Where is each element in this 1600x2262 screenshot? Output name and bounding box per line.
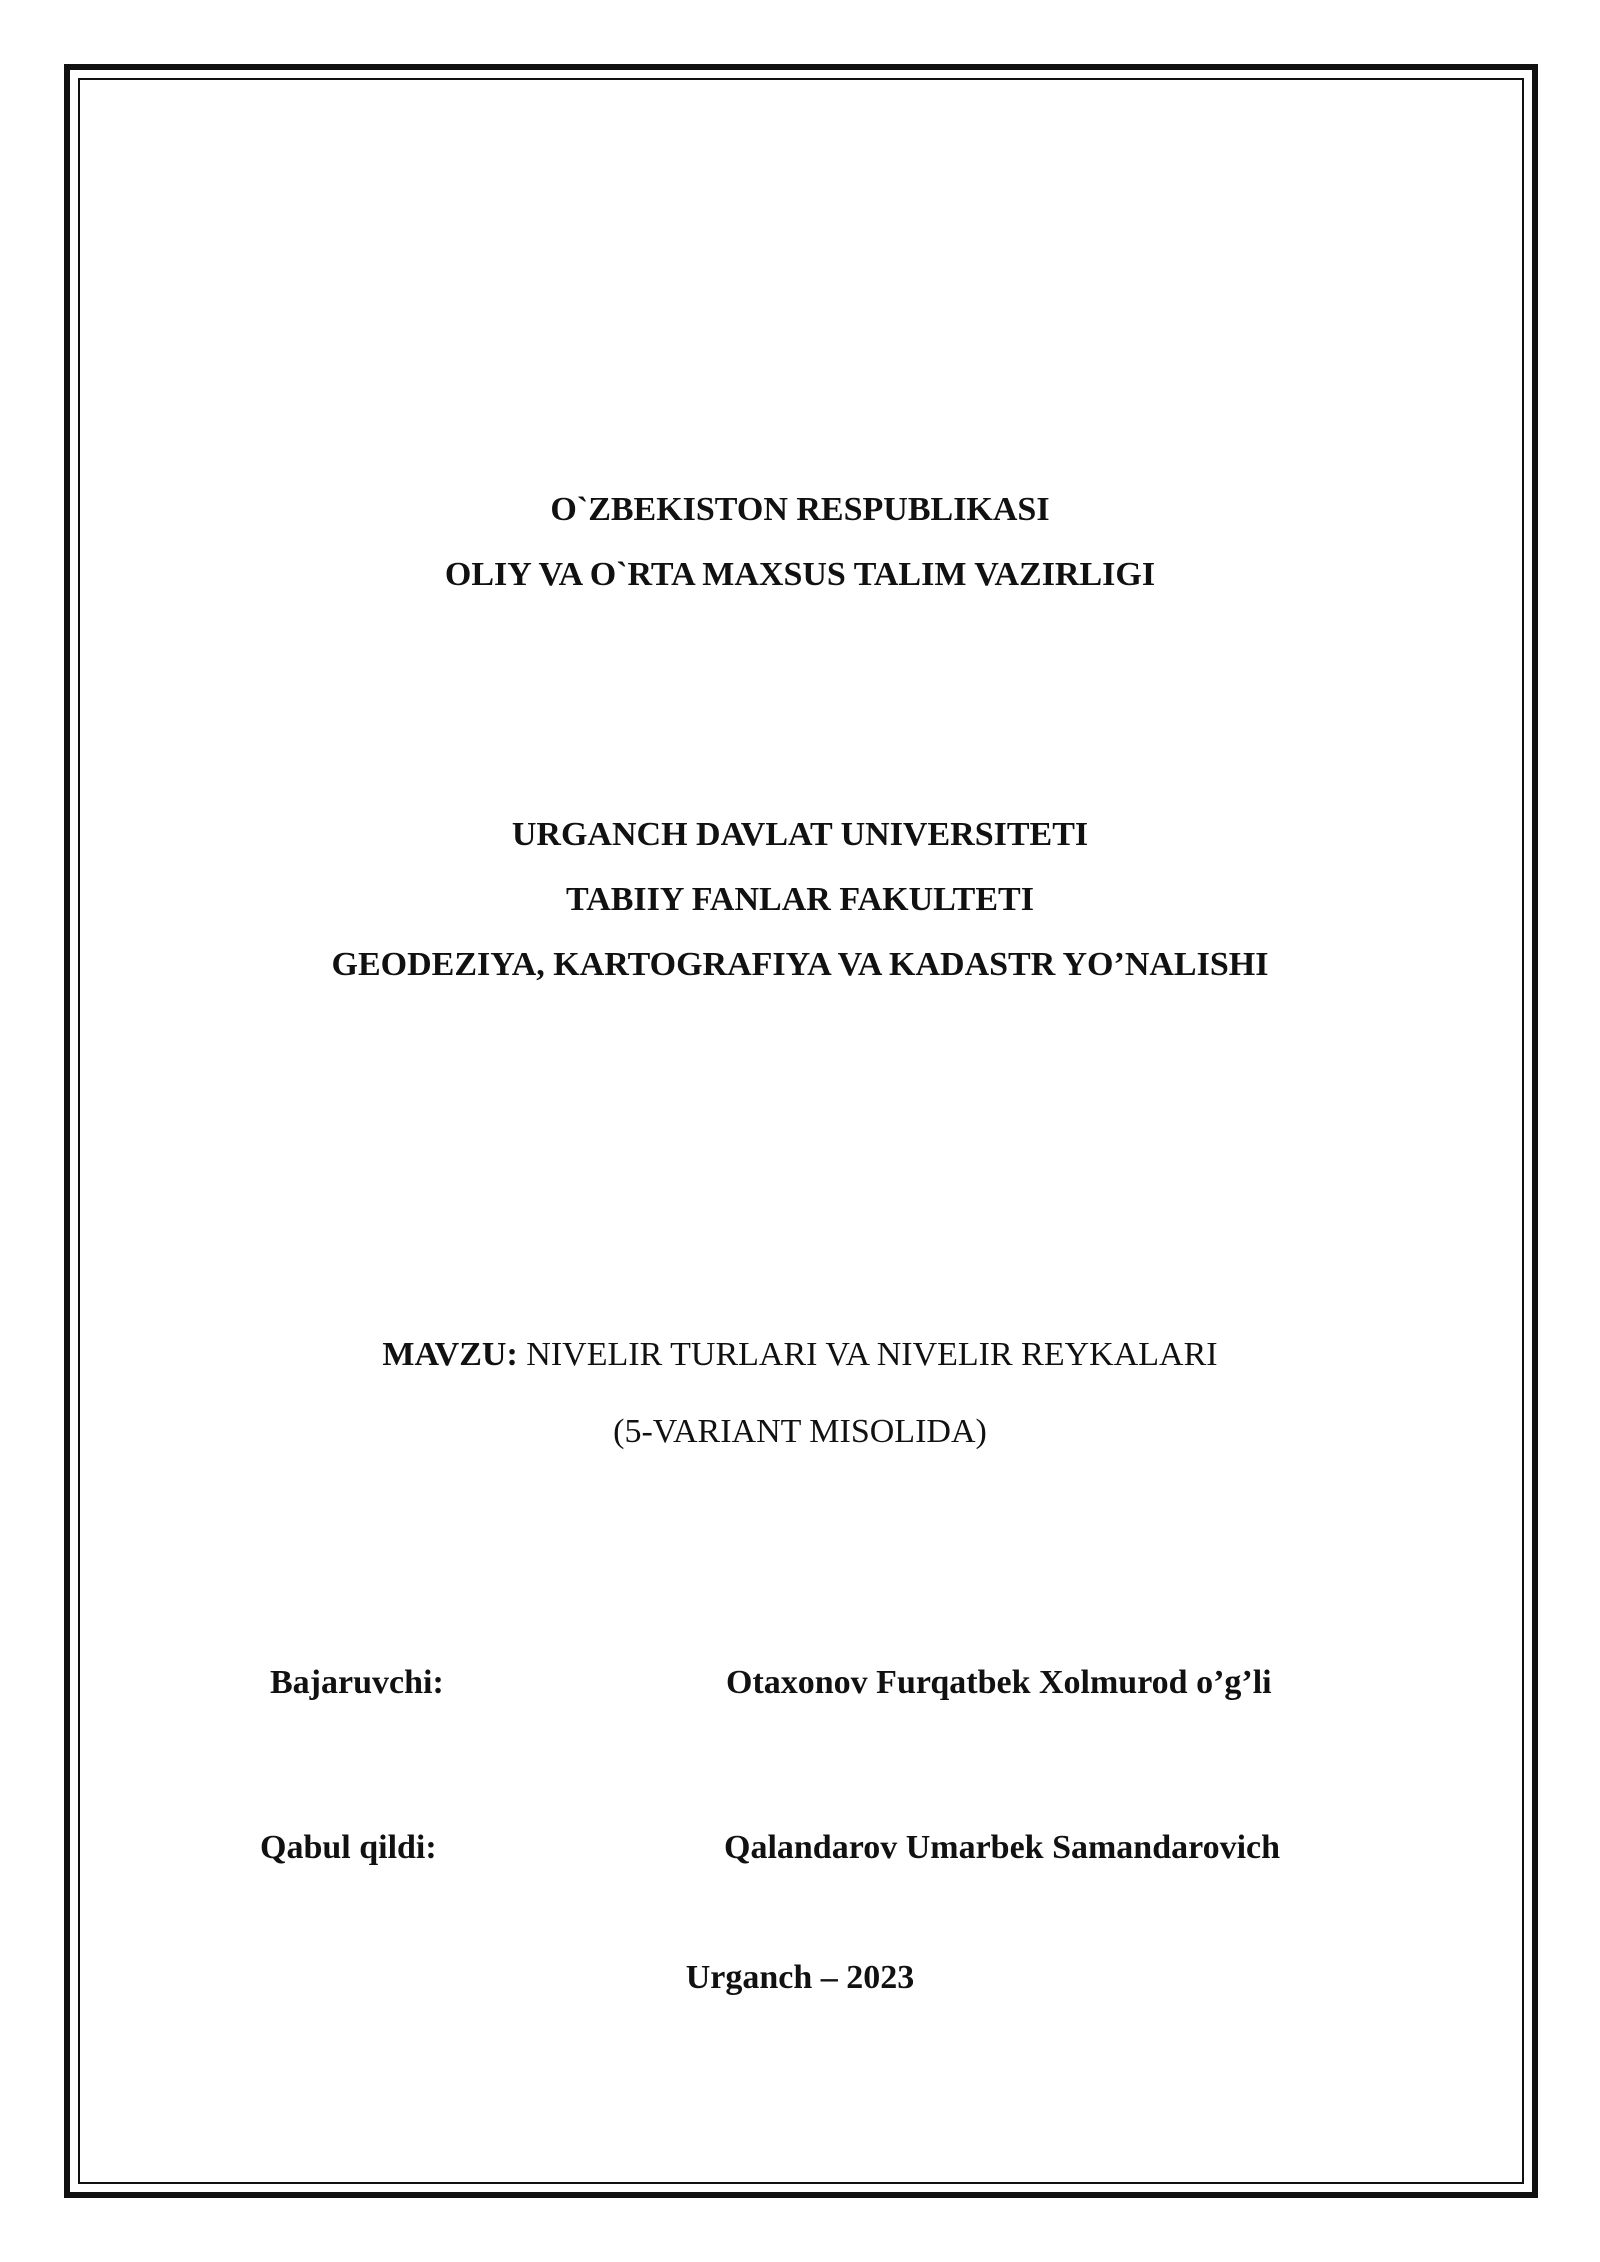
topic-subtitle: (5-VARIANT MISOLIDA): [613, 1413, 987, 1450]
header-country: O`ZBEKISTON RESPUBLIKASI: [550, 491, 1050, 528]
acceptor-label: Qabul qildi:: [260, 1829, 437, 1866]
topic-title: NIVELIR TURLARI VA NIVELIR REYKALARI: [517, 1336, 1218, 1373]
topic-label: MAVZU:: [382, 1336, 518, 1373]
page-border-inner: [78, 78, 1524, 2184]
header-ministry: OLIY VA O`RTA MAXSUS TALIM VAZIRLIGI: [444, 556, 1156, 593]
performer-label: Bajaruvchi:: [270, 1664, 444, 1701]
topic-line: [0, 1335, 1600, 1375]
place-year: Urganch – 2023: [685, 1959, 915, 1996]
university-name: URGANCH DAVLAT UNIVERSITETI: [511, 816, 1089, 853]
faculty-name: TABIIY FANLAR FAKULTETI: [566, 881, 1034, 918]
direction-name: GEODEZIYA, KARTOGRAFIYA VA KADASTR YO’NALISHI: [331, 946, 1269, 983]
acceptor-name: Qalandarov Umarbek Samandarovich: [724, 1829, 1281, 1866]
performer-name: Otaxonov Furqatbek Xolmurod o’g’li: [726, 1664, 1272, 1701]
